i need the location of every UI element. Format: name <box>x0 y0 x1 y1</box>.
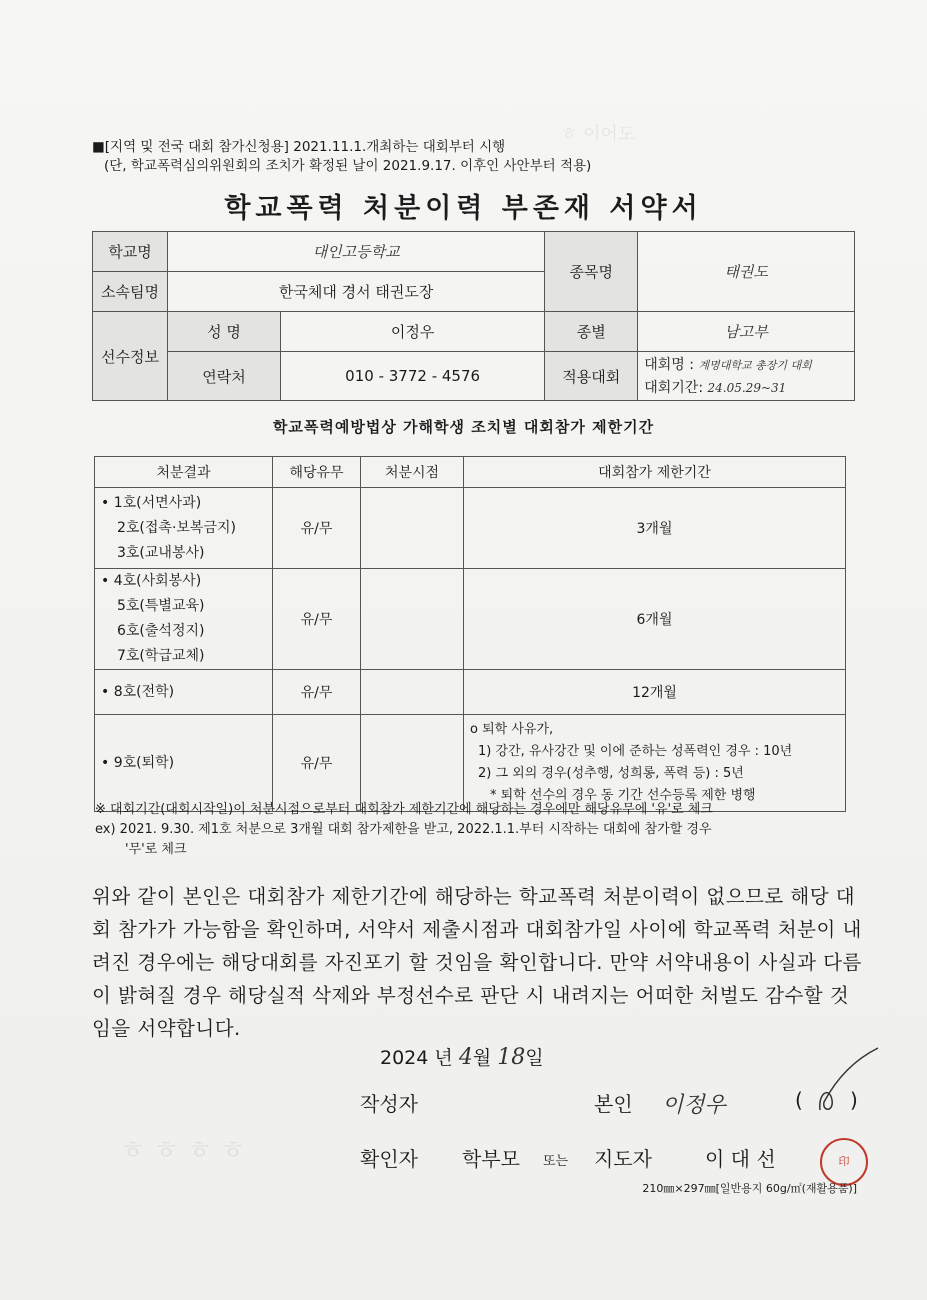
team-value: 한국체대 경서 태권도장 <box>168 272 545 312</box>
table-note <box>95 800 875 860</box>
competition-cell <box>638 352 855 401</box>
team-label: 소속팀명 <box>93 272 168 312</box>
time-cell <box>361 569 464 670</box>
self-name: 이정우 <box>662 1093 726 1118</box>
check-cell: 유/무 <box>273 670 361 715</box>
seal-stamp: 印 <box>820 1138 868 1186</box>
period-line: o 퇴학 사유가, <box>470 722 554 737</box>
restriction-table <box>94 456 846 812</box>
header-check: 해당유무 <box>273 457 361 488</box>
header-result: 처분결과 <box>95 457 273 488</box>
coach-name: 이 대 선 <box>705 1147 776 1171</box>
period-cell: 6개월 <box>464 569 846 670</box>
writer-label: 작성자 <box>360 1092 418 1116</box>
period-cell <box>464 715 846 812</box>
pledge-date <box>380 1043 544 1070</box>
code-item: • 4호(사회봉사) <box>101 573 202 589</box>
table-header-row <box>95 457 846 488</box>
period-line: * 퇴학 선수의 경우 동 기간 선수등록 제한 병행 <box>490 788 756 803</box>
name-value: 이정우 <box>281 312 545 352</box>
contact-value: 010 - 3772 - 4576 <box>281 352 545 401</box>
date-day: 18 <box>497 1045 526 1070</box>
table-row <box>95 670 846 715</box>
paren-open: ( <box>795 1088 803 1112</box>
notice-line-1: ■[지역 및 전국 대회 참가신청용] 2021.11.1.개최하는 대회부터 시행 <box>92 139 506 155</box>
competition-period-label: 대회기간: <box>644 379 704 396</box>
codes-cell <box>95 715 273 812</box>
note-line-3: '무'로 체크 <box>125 842 187 857</box>
coach-label: 지도자 <box>594 1147 652 1171</box>
date-year-unit: 년 <box>434 1047 453 1069</box>
check-cell: 유/무 <box>273 715 361 812</box>
contact-label: 연락처 <box>168 352 281 401</box>
bleed-through-text: ㅎ 이어도 <box>560 124 636 145</box>
date-month-unit: 월 <box>472 1047 492 1069</box>
event-label: 종목명 <box>545 232 638 312</box>
codes-cell <box>95 488 273 569</box>
code-item: 5호(특별교육) <box>117 598 205 614</box>
division-value: 남고부 <box>638 312 855 352</box>
competition-label: 적용대회 <box>545 352 638 401</box>
time-cell <box>361 715 464 812</box>
table-row <box>95 488 846 569</box>
competition-name-label: 대회명 : <box>644 356 694 373</box>
page-title: 학교폭력 처분이력 부존재 서약서 <box>224 193 703 224</box>
code-item: 3호(교내봉사) <box>117 544 205 561</box>
check-cell: 유/무 <box>273 488 361 569</box>
division-label: 종별 <box>545 312 638 352</box>
school-value: 대인고등학교 <box>168 232 545 272</box>
code-item: • 1호(서면사과) <box>101 494 202 511</box>
code-item: • 8호(전학) <box>101 683 175 700</box>
paren-close: ) <box>850 1088 858 1112</box>
header-period: 대회참가 제한기간 <box>464 457 846 488</box>
signature-mark <box>800 1042 880 1122</box>
event-value: 태권도 <box>638 232 855 312</box>
time-cell <box>361 670 464 715</box>
date-month: 4 <box>458 1045 473 1070</box>
code-item: • 9호(퇴학) <box>101 754 175 771</box>
codes-cell <box>95 670 273 715</box>
period-cell: 3개월 <box>464 488 846 569</box>
note-line-2: ex) 2021. 9.30. 제1호 처분으로 3개월 대회 참가제한을 받고, 2022.1.1.부터 시작하는 대회에 참가할 경우 <box>95 822 712 837</box>
confirm-label: 확인자 <box>360 1147 418 1171</box>
table-row <box>95 715 846 812</box>
paper-spec: 210㎜×297㎜[일반용지 60g/㎡(재활용품)] <box>642 1182 857 1195</box>
code-item: 2호(접촉·보복금지) <box>117 519 236 536</box>
athlete-label: 선수정보 <box>93 312 168 401</box>
pledge-text: 위와 같이 본인은 대회참가 제한기간에 해당하는 학교폭력 처분이력이 없으므로 해당 대회 참가가 가능함을 확인하며, 서약서 제출시점과 대회참가일 사이에 학교폭력 처분이 내려진 경우에는 해당대회를 자진포기 할 것임을 확인합니다. 만약 서약내용이 사실과 다름이 밝혀질 경우 해당실적 삭제와 부정선수로 판단 시 내려지는 어떠한 처벌도 감수할 것임을 서약합니다. <box>92 885 862 1040</box>
check-cell: 유/무 <box>273 569 361 670</box>
code-item: 7호(학급교체) <box>117 648 205 664</box>
self-label: 본인 <box>594 1092 633 1116</box>
restriction-subtitle: 학교폭력예방법상 가해학생 조치별 대회참가 제한기간 <box>272 418 655 436</box>
parent-label: 학부모 <box>462 1147 520 1171</box>
period-line: 2) 그 외의 경우(성추행, 성희롱, 폭력 등) : 5년 <box>478 766 744 781</box>
notice <box>92 138 591 176</box>
note-line-1: ※ 대회기간(대회시작일)이 처분시점으로부터 대회참가 제한기간에 해당하는 경우에만 해당유무에 '유'로 체크 <box>95 802 713 817</box>
name-label: 성 명 <box>168 312 281 352</box>
date-day-unit: 일 <box>525 1047 544 1069</box>
table-row <box>95 569 846 670</box>
or-label: 또는 <box>543 1154 569 1169</box>
competition-name-value: 계명대학교 총장기 대회 <box>698 358 812 372</box>
header-time: 처분시점 <box>361 457 464 488</box>
school-label: 학교명 <box>93 232 168 272</box>
info-table <box>92 231 855 401</box>
period-cell: 12개월 <box>464 670 846 715</box>
bleed-through-text: ㅎ ㅎ ㅎ ㅎ <box>120 1136 246 1166</box>
codes-cell <box>95 569 273 670</box>
notice-line-2: (단, 학교폭력심의위원회의 조치가 확정된 날이 2021.9.17. 이후인 사안부터 적용) <box>104 158 592 174</box>
date-year: 2024 <box>380 1047 429 1069</box>
period-line: 1) 강간, 유사강간 및 이에 준하는 성폭력인 경우 : 10년 <box>478 744 793 759</box>
competition-period-value: 24.05.29~31 <box>707 380 787 395</box>
code-item: 6호(출석정지) <box>117 623 205 639</box>
time-cell <box>361 488 464 569</box>
